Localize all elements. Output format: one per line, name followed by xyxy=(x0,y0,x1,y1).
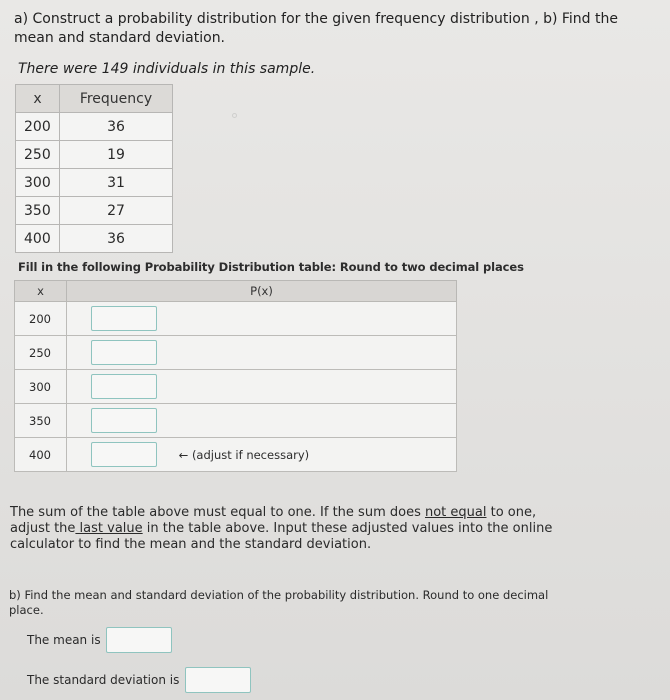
mean-input[interactable] xyxy=(106,627,172,653)
frequency-table-header xyxy=(16,85,173,113)
probability-table xyxy=(14,280,457,472)
header-px: P(x) xyxy=(67,281,457,302)
cell-px xyxy=(67,336,457,370)
sample-size-text: There were 149 individuals in this sample. xyxy=(18,61,316,77)
mean-row xyxy=(27,627,172,653)
adjust-note: ← (adjust if necessary) xyxy=(178,447,310,462)
cell-x: 200 xyxy=(15,302,67,336)
cell-px xyxy=(67,438,457,472)
cell-x: 400 xyxy=(15,438,67,472)
table-row xyxy=(15,438,457,472)
cell-x: 350 xyxy=(15,404,67,438)
table-row xyxy=(16,141,173,169)
cell-frequency: 36 xyxy=(60,225,173,253)
px-input-200[interactable] xyxy=(91,306,157,331)
cell-x: 400 xyxy=(16,225,60,253)
decorative-dot xyxy=(232,113,237,118)
cell-px xyxy=(67,404,457,438)
cell-frequency: 36 xyxy=(60,113,173,141)
header-x: x xyxy=(15,281,67,302)
px-input-300[interactable] xyxy=(91,374,157,399)
header-frequency: Frequency xyxy=(60,85,173,113)
cell-frequency: 19 xyxy=(60,141,173,169)
question-title: a) Construct a probability distribution for the given frequency distribution , b) Find the mean and standard deviation. xyxy=(14,11,618,46)
table-row xyxy=(16,225,173,253)
cell-x: 350 xyxy=(16,197,60,225)
px-input-400[interactable] xyxy=(91,442,157,467)
part-b-question: b) Find the mean and standard deviation of the probability distribution. Round to one decimal place. xyxy=(9,588,549,617)
cell-frequency: 31 xyxy=(60,169,173,197)
cell-x: 250 xyxy=(16,141,60,169)
prob-table-instructions: Fill in the following Probability Distribution table: Round to two decimal places xyxy=(18,260,524,274)
cell-frequency: 27 xyxy=(60,197,173,225)
cell-px xyxy=(67,370,457,404)
note-underline-not-equal: not equal xyxy=(424,505,487,520)
table-row xyxy=(15,370,457,404)
table-row xyxy=(16,113,173,141)
cell-px xyxy=(67,302,457,336)
sd-input[interactable] xyxy=(185,667,251,693)
cell-x: 300 xyxy=(16,169,60,197)
table-row xyxy=(15,336,457,370)
px-input-350[interactable] xyxy=(91,408,157,433)
cell-x: 300 xyxy=(15,370,67,404)
note-text: to one, adjust the xyxy=(10,505,537,536)
px-input-250[interactable] xyxy=(91,340,157,365)
table-row xyxy=(16,169,173,197)
table-row xyxy=(15,302,457,336)
sd-row xyxy=(27,667,251,693)
mean-label: The mean is xyxy=(27,633,101,647)
sum-note xyxy=(10,505,570,553)
probability-table-header xyxy=(15,281,457,302)
sd-label: The standard deviation is xyxy=(27,673,180,687)
header-x: x xyxy=(16,85,60,113)
note-underline-last-value: last value xyxy=(75,521,143,536)
cell-x: 250 xyxy=(15,336,67,370)
table-row xyxy=(16,197,173,225)
table-row xyxy=(15,404,457,438)
frequency-table xyxy=(15,84,173,253)
note-text: The sum of the table above must equal to one. If the sum does xyxy=(10,505,425,520)
note-text: in the table above. Input these adjusted values into the online calculator to find the mean and the standard deviation. xyxy=(10,521,553,552)
cell-x: 200 xyxy=(16,113,60,141)
